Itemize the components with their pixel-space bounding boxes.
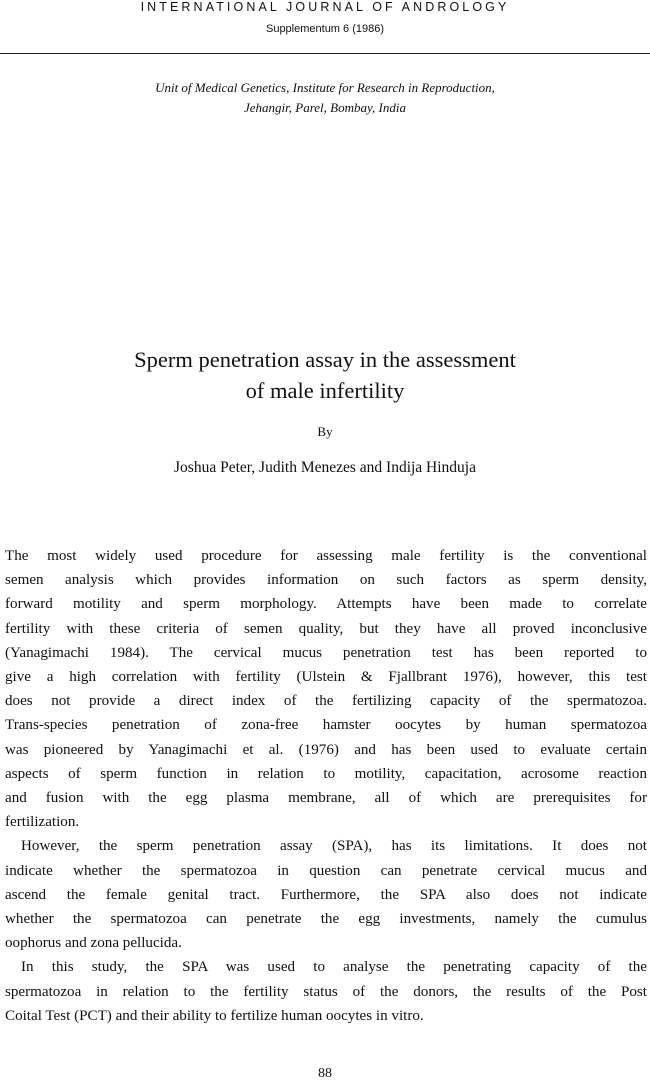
article-title [0,344,650,406]
text-line: However, the sperm penetration assay (SPA), has its limitations. It does not [21,838,647,855]
text-line: was pioneered by Yanagimachi et al. (1976) and has been used to evaluate certain [5,741,647,758]
text-line: oophorus and zona pellucida. [5,935,182,952]
text-line: whether the spermatozoa can penetrate the egg investments, namely the cumulus [5,911,647,928]
authors: Joshua Peter, Judith Menezes and Indija Hinduja [174,459,476,476]
paragraph [5,955,647,1028]
text-line: fertility with these criteria of semen quality, but they have all proved inconclusive [5,620,647,637]
paragraph [5,834,647,955]
byline: By [317,424,333,439]
text-line: Trans-species penetration of zona-free hamster oocytes by human spermatozoa [5,717,647,734]
page-number: 88 [318,1066,332,1081]
header-rule [0,53,650,54]
text-line: indicate whether the spermatozoa in question can penetrate cervical mucus and [5,862,647,879]
text-line: does not provide a direct index of the fertilizing capacity of the spermatozoa. [5,693,647,710]
text-line: In this study, the SPA was used to analyse the penetrating capacity of the [21,959,647,976]
text-line: Coital Test (PCT) and their ability to fertilize human oocytes in vitro. [5,1007,424,1024]
journal-title: INTERNATIONAL JOURNAL OF ANDROLOGY [140,0,510,14]
text-line: The most widely used procedure for assessing male fertility is the conventional [5,548,647,564]
text-line: spermatozoa in relation to the fertility status of the donors, the results of the Post [5,983,647,1000]
text-line: fertilization. [5,814,80,831]
text-line: ascend the female genital tract. Furthermore, the SPA also does not indicate [5,886,647,903]
text-line: aspects of sperm function in relation to motility, capacitation, acrosome reaction [5,765,647,782]
supplement-label: Supplementum 6 (1986) [265,23,384,35]
affiliation-line: Unit of Medical Genetics, Institute for Research in Reproduction, [155,80,495,95]
text-line: forward motility and sperm morphology. Attempts have been made to correlate [5,596,647,613]
affiliation [0,78,650,118]
text-line: and fusion with the egg plasma membrane, all of which are prerequisites for [5,790,647,807]
text-line: (Yanagimachi 1984). The cervical mucus penetration test has been reported to [5,644,647,661]
text-line: semen analysis which provides information on such factors as sperm density, [5,572,647,589]
paragraph [5,544,647,834]
affiliation-line: Jehangir, Parel, Bombay, India [244,100,406,115]
article-body [5,544,647,1028]
title-line: Sperm penetration assay in the assessment [134,347,516,372]
text-line: give a high correlation with fertility (Ulstein & Fjallbrant 1976), however, this test [5,669,647,686]
title-line: of male infertility [245,378,405,403]
